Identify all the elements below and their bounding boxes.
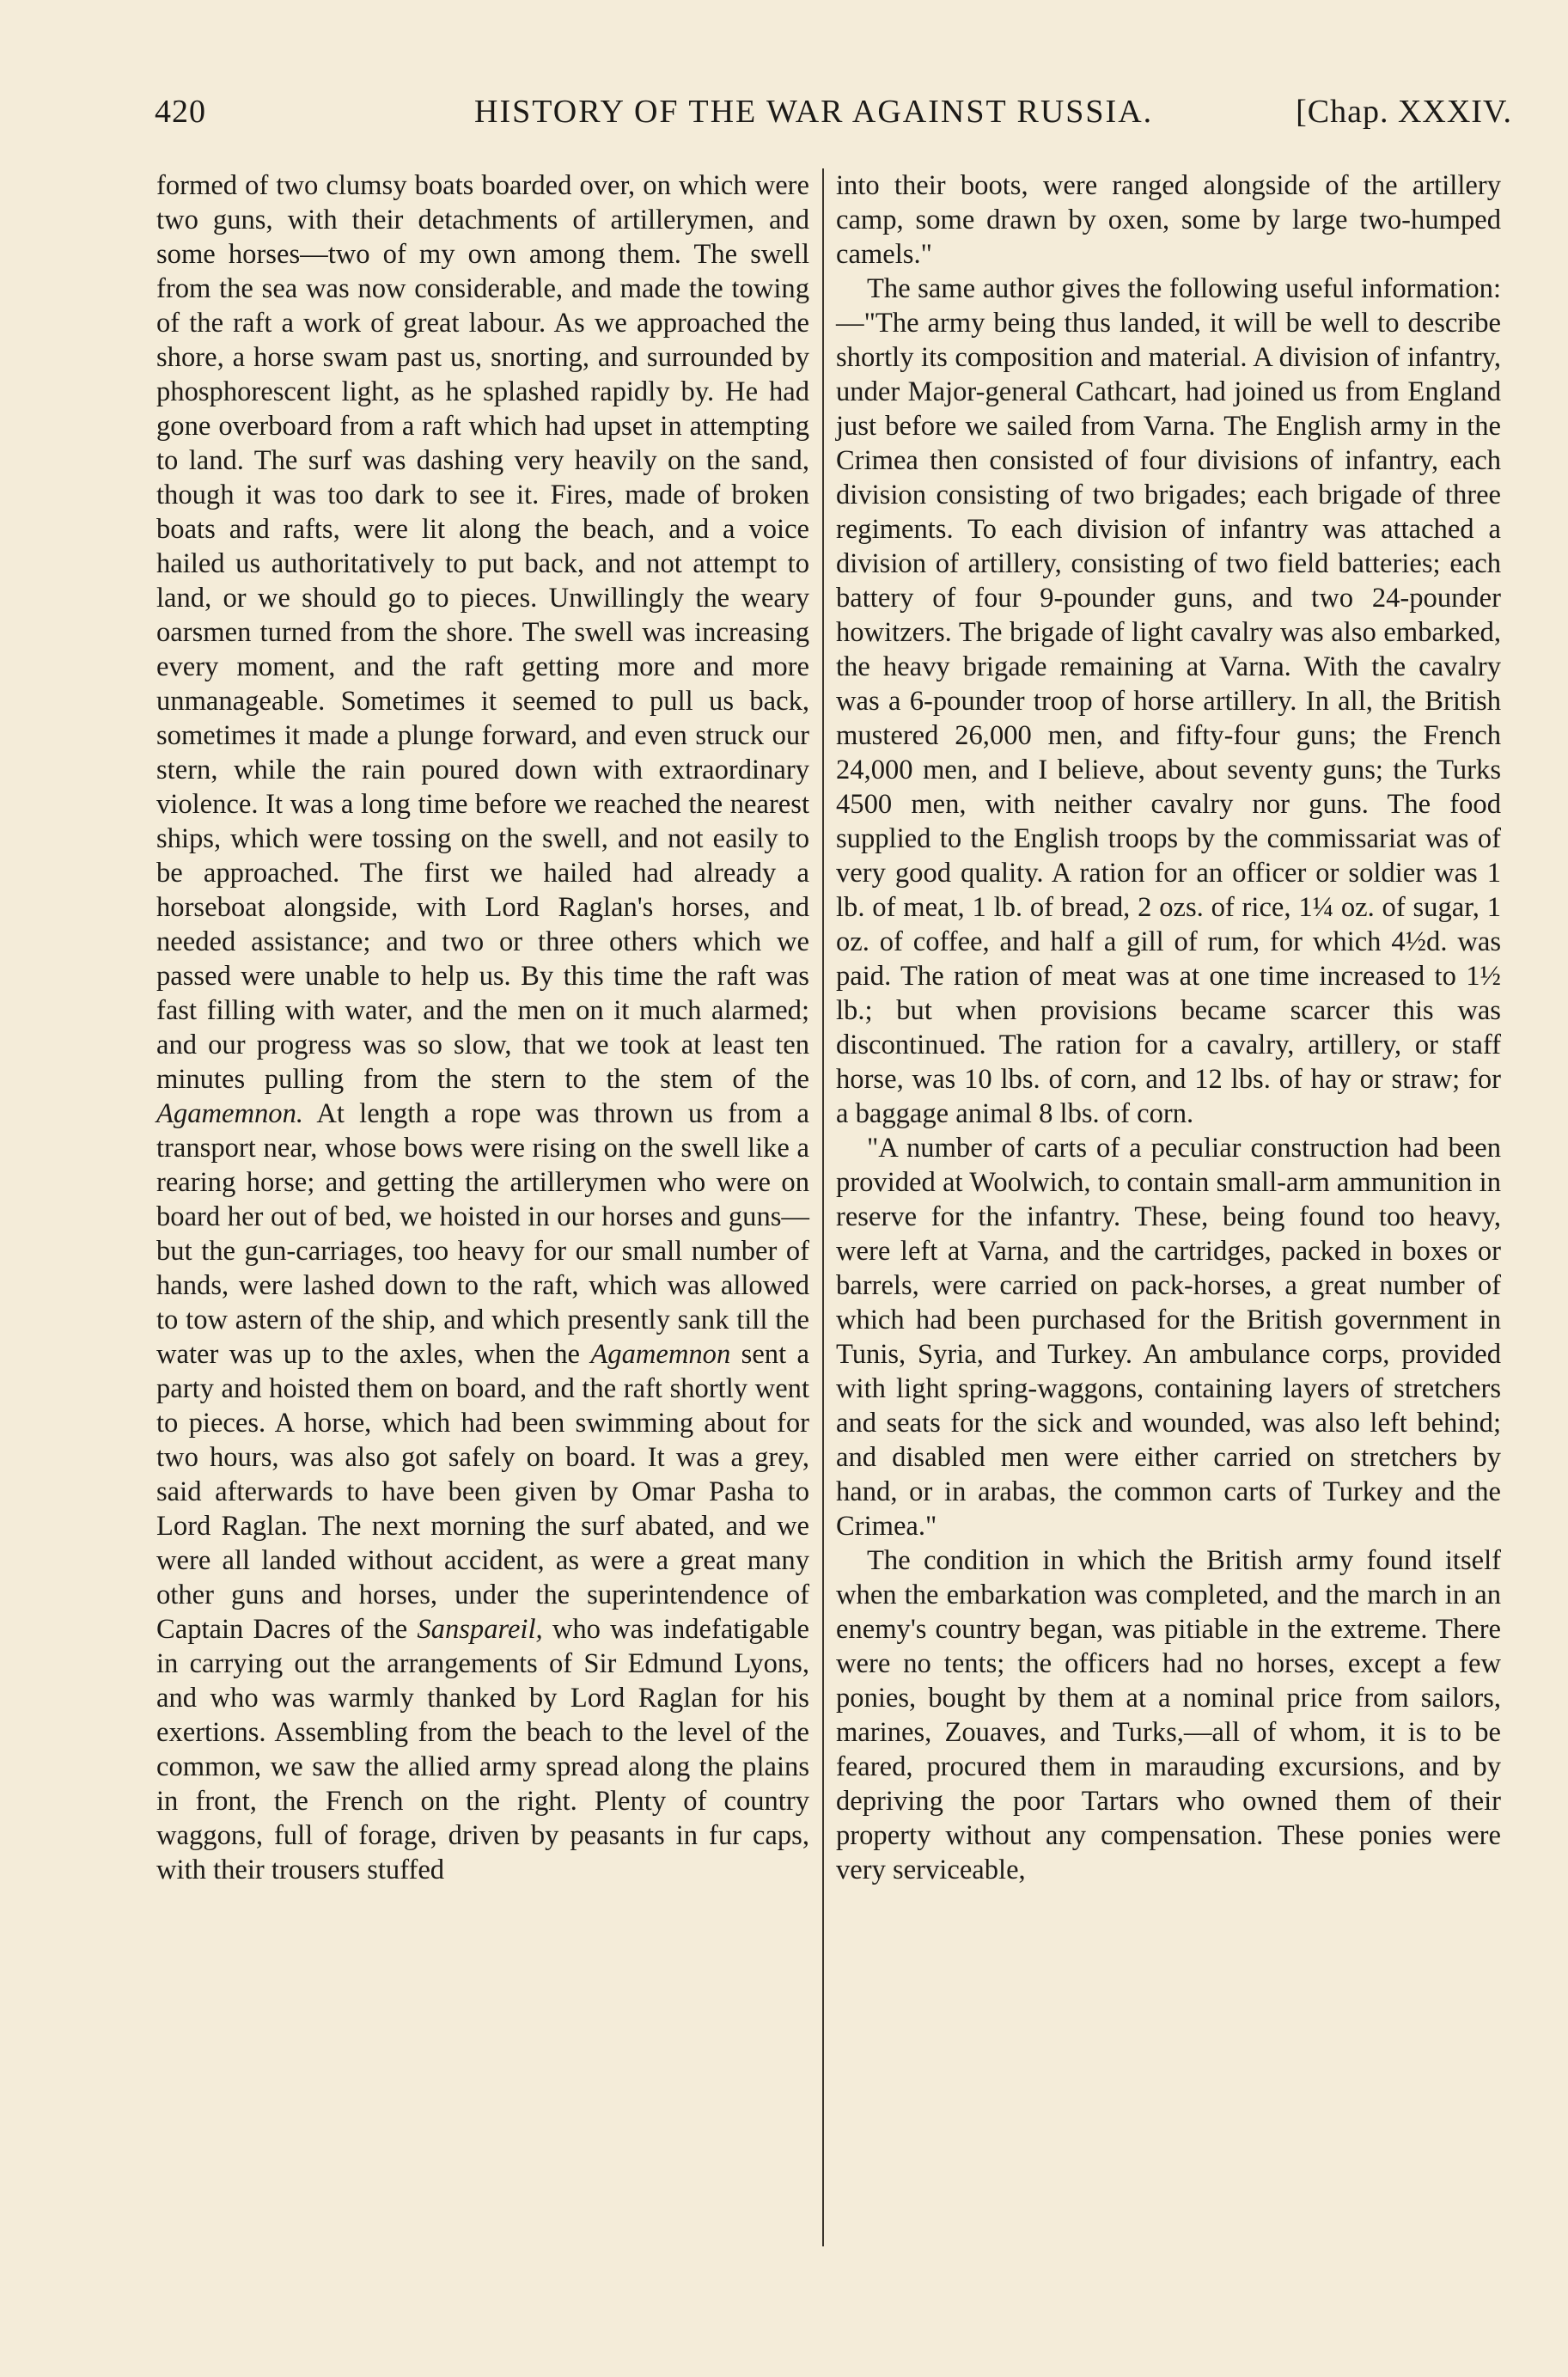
running-title: HISTORY OF THE WAR AGAINST RUSSIA.	[474, 94, 1154, 130]
paragraph: The same author gives the following useful information:—"The army being thus landed, it will be well to describe shortly its composition and material. A division of infantry, under Major-general Cathcart, had joined us from England just before we sailed from Varna. The English army in the Crimea then consisted of four divisions of infantry, each division consisting of two brigades; each brigade of three regiments. To each division of infantry was attached a division of artillery, consisting of two field batteries; each battery of four 9-pounder guns, and two 24-pounder howitzers. The brigade of light cavalry was also embarked, the heavy brigade remaining at Varna. With the cavalry was a 6-pounder troop of horse artillery. In all, the British mustered 26,000 men, and fifty-four guns; the French 24,000 men, and I believe, about seventy guns; the Turks 4500 men, with neither cavalry nor guns. The food supplied to the English troops by the commissariat was of very good quality. A ration for an officer or soldier was 1 lb. of meat, 1 lb. of bread, 2 ozs. of rice, 1¼ oz. of sugar, 1 oz. of coffee, and half a gill of rum, for which 4½d. was paid. The ration of meat was at one time increased to 1½ lb.; but when provisions became scarcer this was discontinued. The ration for a cavalry, artillery, or staff horse, was 10 lbs. of corn, and 12 lbs. of hay or straw; for a baggage animal 8 lbs. of corn.	[836, 273, 1501, 1129]
ship-name: Sanspareil,	[417, 1614, 543, 1645]
right-column	[836, 168, 1501, 2282]
paragraph: The condition in which the British army found itself when the embarkation was completed, and the march in an enemy's country began, was pitiable in the extreme. There were no tents; the officers had no horses, except a few ponies, bought by them at a nominal price from sailors, marines, Zouaves, and Turks,—all of whom, it is to be feared, procured them in marauding excursions, and by depriving the poor Tartars who owned them of their property without any compensation. These ponies were very serviceable,	[836, 1545, 1501, 1885]
column-divider	[822, 168, 824, 2246]
ship-name: Agamemnon	[590, 1339, 731, 1370]
page-number: 420	[155, 94, 206, 130]
running-header	[155, 93, 1512, 144]
paragraph-text: sent a party and hoisted them on board, and the raft shortly went to pieces. A horse, which had been swimming about for two hours, was also got safely on board. It was a grey, said afterwards to have been given by Omar Pasha to Lord Raglan. The next morning the surf abated, and we were all landed without accident, as were a great many other guns and horses, under the superintendence of Captain Dacres of the	[156, 1339, 809, 1645]
paragraph: into their boots, were ranged alongside of the artillery camp, some drawn by oxen, some by large two-humped camels."	[836, 170, 1501, 270]
chapter-label: [Chap. XXXIV.	[1296, 94, 1512, 130]
paragraph-text: who was indefatigable in carrying out the arrangements of Sir Edmund Lyons, and who was warmly thanked by Lord Raglan for his exertions. Assembling from the beach to the level of the common, we saw the allied army spread along the plains in front, the French on the right. Plenty of country waggons, full of forage, driven by peasants in fur caps, with their trousers stuffed	[156, 1614, 809, 1885]
paragraph	[156, 168, 809, 1887]
ship-name: Agamemnon.	[156, 1098, 304, 1129]
paragraph-text: formed of two clumsy boats boarded over, on which were two guns, with their detachments of artillerymen, and some horses—two of my own among them. The swell from the sea was now considerable, and made the towing of the raft a work of great labour. As we approached the shore, a horse swam past us, snorting, and surrounded by phosphorescent light, as he splashed rapidly by. He had gone overboard from a raft which had upset in attempting to land. The surf was dashing very heavily on the sand, though it was too dark to see it. Fires, made of broken boats and rafts, were lit along the beach, and a voice hailed us authoritatively to put back, and not attempt to land, or we should go to pieces. Unwillingly the weary oarsmen turned from the shore. The swell was increasing every moment, and the raft getting more and more unmanageable. Sometimes it seemed to pull us back, sometimes it made a plunge forward, and even struck our stern, while the rain poured down with extraordinary violence. It was a long time before we reached the nearest ships, which were tossing on the swell, and not easily to be approached. The first we hailed had already a horseboat alongside, with Lord Raglan's horses, and needed assistance; and two or three others which we passed were unable to help us. By this time the raft was fast filling with water, and the men on it much alarmed; and our progress was so slow, that we took at least ten minutes pulling from the stern to the stem of the	[156, 170, 809, 1095]
left-column	[156, 168, 809, 2282]
paragraph-text: At length a rope was thrown us from a transport near, whose bows were rising on the swell like a rearing horse; and getting the artillerymen who were on board her out of bed, we hoisted in our horses and guns—but the gun-carriages, too heavy for our small number of hands, were lashed down to the raft, which was allowed to tow astern of the ship, and which presently sank till the water was up to the axles, when the	[156, 1098, 809, 1370]
paragraph: "A number of carts of a peculiar construction had been provided at Woolwich, to contain small-arm ammunition in reserve for the infantry. These, being found too heavy, were left at Varna, and the cartridges, packed in boxes or barrels, were carried on pack-horses, a great number of which had been purchased for the British government in Tunis, Syria, and Turkey. An ambulance corps, provided with light spring-waggons, containing layers of stretchers and seats for the sick and wounded, was also left behind; and disabled men were either carried on stretchers by hand, or in arabas, the common carts of Turkey and the Crimea."	[836, 1133, 1501, 1542]
